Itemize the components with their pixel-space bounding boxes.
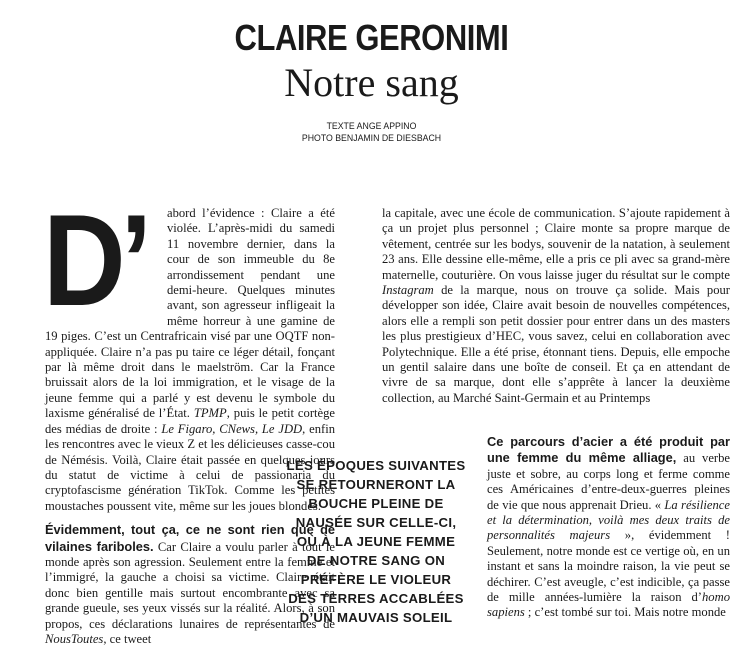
lead-in-right: Ce parcours d’acier a été produit par une femme du même alliage,: [487, 434, 730, 466]
lead-in-left: Évidemment, tout ça, ce ne sont rien que de vilaines fariboles.: [45, 522, 335, 554]
right2-italic: La résilience et la détermination, voilà mes deux traits de personnalités majeurs: [487, 497, 730, 543]
right-column-bottom: [487, 434, 730, 621]
author-headline: CLAIRE GERONIMI: [234, 17, 509, 58]
right2-text-a: au verbe juste et sobre, au corps long et ferme comme ces Américaines d’entre-deux-guerres pleines de vie que nous apprenait Drieu. «: [487, 451, 730, 512]
right2-italic-2: homo sapiens: [487, 590, 730, 620]
article-title: Notre sang: [284, 60, 459, 105]
intro-text-b: , puis le petit cortège des médias de droite :: [45, 406, 335, 436]
intro-text: abord l’évidence : Claire a été violée. L’après-midi du samedi 11 novembre dernier, dans la cour de son immeuble du 8e arrondissement pendant une demi-heure. Quelques minutes avant, son agresseur infligeait la même horreur à une gamine de 19 piges. C’est un Centrafricain visé par une OQTF non-appliquée. Claire n’a pas pu taire ce léger détail, fonçant par là même droit dans le maelström. Car la France bruissait alors de la loi immigration, et le visage de la jeune femme qui a parlé y est devenu le symbole du laxisme généralisé de l’État.: [45, 206, 335, 421]
intro-italic-2: Le Figaro, CNews, Le JDD: [161, 421, 303, 436]
paragraph-right-2: [487, 434, 730, 621]
second-text: Car Claire a voulu parler à tout le monde après son agression. Seulement entre la femme et l’immigré, la gauche a choisi sa victime. Claire était donc bien gentille mais surtout encombrante avec sa grande gueule, ses yeux vissés sur la réalité. Alors, à son propos, ces déclarations lunaires de représentantes de: [45, 539, 335, 631]
right-column-top: [382, 206, 730, 406]
right-italic: Instagram: [382, 283, 434, 298]
photo-credit: PHOTO BENJAMIN DE DIESBACH: [301, 133, 442, 144]
second-text-b: , ce tweet: [103, 631, 152, 646]
text-credit: TEXTE ANGE APPINO: [326, 121, 417, 132]
paragraph-right-1: [382, 206, 730, 406]
right2-text-c: ; c’est tombé sur toi. Mais notre monde: [524, 605, 726, 620]
pull-quote: LES ÉPOQUES SUIVANTES SE RETOURNERONT LA BOUCHE PLEINE DE NAUSÉE SUR CELLE-CI, OÙ À LA JEUNE FEMME DE NOTRE SANG ON PRÉFÈRE LE VIOLEUR DES TERRES ACCABLÉES D’UN MAUVAIS SOLEIL: [286, 458, 466, 625]
second-italic: NousToutes: [45, 631, 104, 646]
right2-text-b: », évidemment ! Seulement, notre monde est ce vertige où, en un instant et sans la moindre raison, la vie peut se déchirer. C’est aveugle, c’est indicible, ça passe de mille années-lumière la raison d’: [487, 528, 730, 605]
intro-text-c: , enfin les rencontres avec le vieux Z et les délicieuses casse-cou de Némésis. Voilà, Claire était passée en quelques jours du statut de victime à celui de passionaria du cryptofascisme génération TikTok. Comme les petites moustaches poussent vite, même sur les joues blondes.: [45, 421, 335, 513]
intro-italic-1: TPMP: [193, 406, 227, 421]
credits: [30, 121, 714, 145]
right-text-b: de la marque, nous on trouve ça solide. Mais pour développer son idée, Claire avait besoin de nouvelles compétences, alors elle a rempli son petit dossier pour entrer dans un des masters les plus prestigieux d’HEC, vous savez, celui en collaboration avec Polytechnique. Elle a été prise, étonnant tiens. Depuis, elle empoche un gentil salaire dans une boîte de conseil. Et ça en attendant de vivre de sa marque, dont elle s’apprête à lancer la deuxième collection, au Marché Saint-Germain et au Printemps: [382, 283, 730, 405]
right-text-a: la capitale, avec une école de communication. S’ajoute rapidement à ça un projet plus personnel ; Claire monte sa propre marque de vêtement, centrée sur les bodys, souvenir de la natation, à seulement 23 ans. Elle dessine elle-même, elle a pris ce pli avec sa grand-mère maternelle, couturière. On vous laisse juger du résultat sur le compte: [382, 206, 730, 282]
drop-cap: D’: [43, 187, 147, 333]
